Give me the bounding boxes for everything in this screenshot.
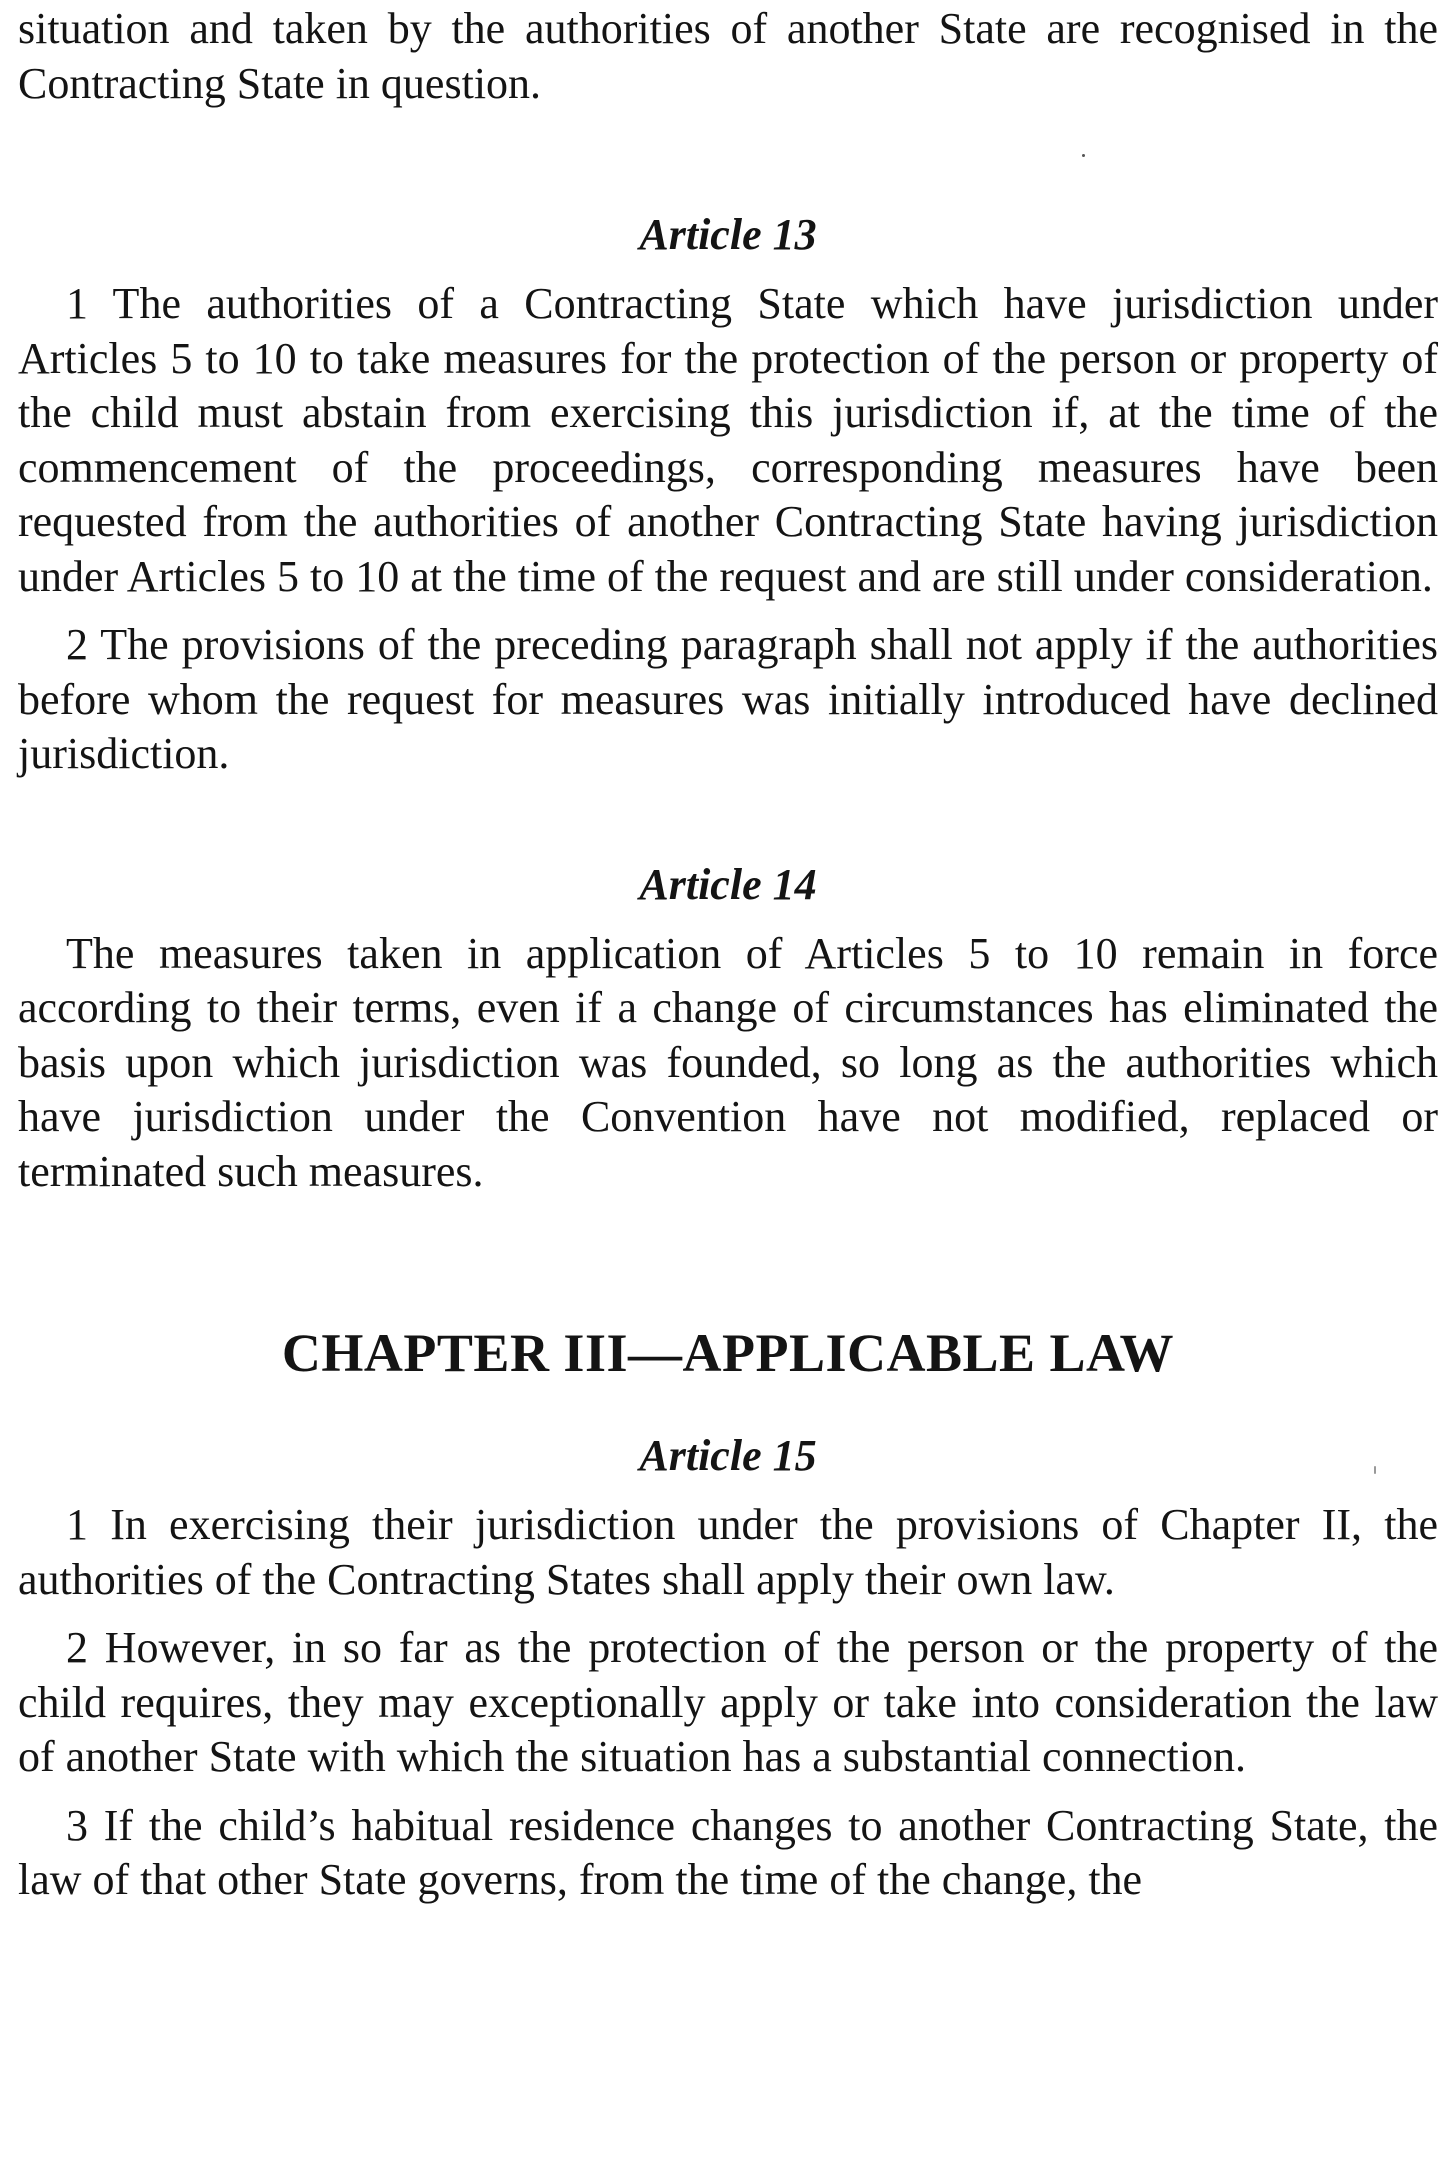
article-15-paragraph-2: 2 However, in so far as the protection of the person or the property of the child requires, they may exceptionally apply or take into consideration the law of another State with which the situation has a substantial connection. (18, 1623, 1438, 1781)
document-page (18, 0, 1438, 1908)
opening-paragraph: situation and taken by the authorities of another State are recognised in the Contracting State in question. (18, 4, 1438, 108)
article-13-heading: Article 13 (639, 210, 817, 259)
article-14-paragraph-1: The measures taken in application of Articles 5 to 10 remain in force according to their terms, even if a change of circumstances has eliminated the basis upon which jurisdiction was founded, so long as the authorities which have jurisdiction under the Convention have not modified, replaced or terminated such measures. (18, 928, 1438, 1196)
article-14-heading: Article 14 (639, 859, 817, 909)
chapter-3-heading: CHAPTER III—APPLICABLE LAW (281, 1323, 1175, 1383)
article-13-paragraph-2: 2 The provisions of the preceding paragraph shall not apply if the authorities before whom the request for measures was initially introduced have declined jurisdiction. (18, 620, 1438, 778)
scan-speck (1374, 1466, 1376, 1474)
article-15-paragraph-3: 3 If the child’s habitual residence changes to another Contracting State, the law of that other State governs, from the time of the change, the (18, 1800, 1438, 1904)
article-13-paragraph-1: 1 The authorities of a Contracting State which have jurisdiction under Articles 5 to 10 to take measures for the protection of the person or property of the child must abstain from exercising this jurisdiction if, at the time of the commencement of the proceedings, corresponding measures have been requested from the authorities of another Contracting State having jurisdiction under Articles 5 to 10 at the time of the request and are still under consideration. (18, 279, 1438, 601)
article-15-paragraph-1: 1 In exercising their jurisdiction under the provisions of Chapter II, the authorities of the Contracting States shall apply their own law. (18, 1500, 1438, 1604)
article-15-heading: Article 15 (639, 1431, 817, 1480)
scan-speck (1082, 154, 1085, 157)
